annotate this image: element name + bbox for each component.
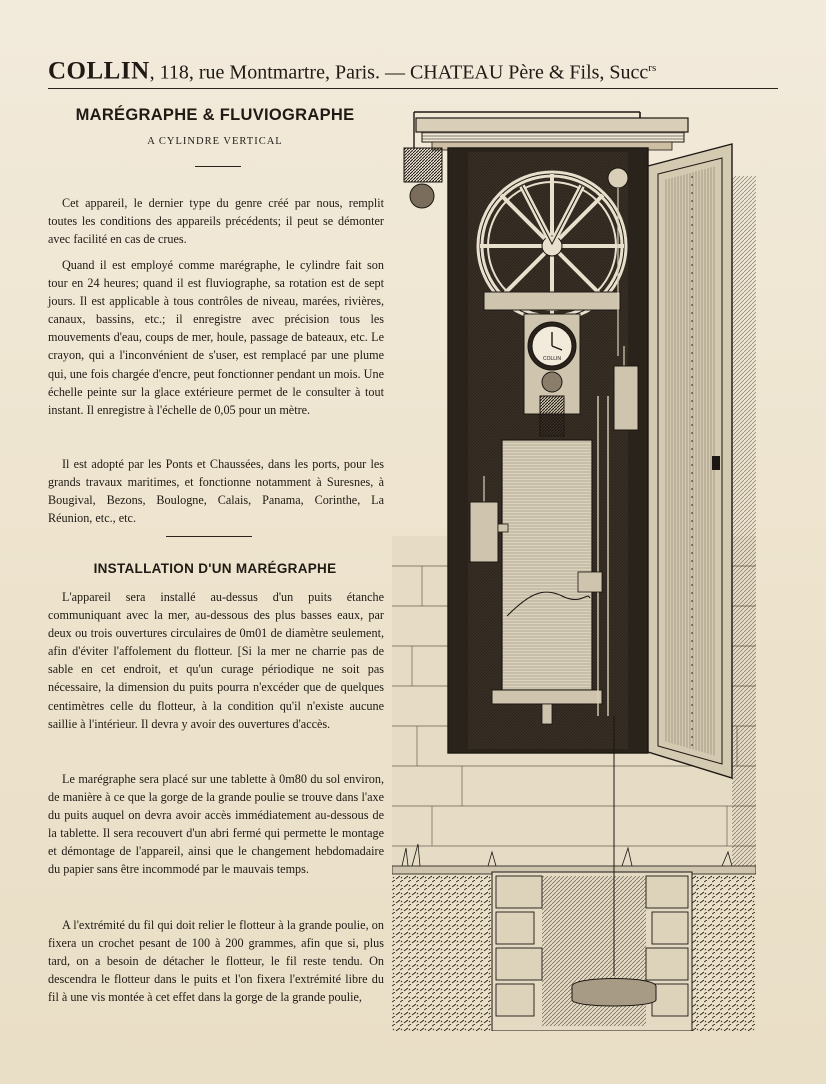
paragraph-6: A l'extrémité du fil qui doit relier le flotteur à la grande poulie, on fixera un crochet pesant de 100 à 200 grammes, afin que si, plus tard, on a besoin de détacher le flotteur, le fil reste tendu. On descendra le flotteur dans le puits et l'on fixera l'extrémité libre du fil à une vis montée à cet effet dans la gorge de la grande poulie, — [48, 918, 384, 1005]
paragraph-4: L'appareil sera installé au-dessus d'un puits étanche communiquant avec la mer, au-dessous des plus basses eaux, par deux ou trois ouvertures circulaires de 0m01 de diamètre seulement, afin d'éviter l'affolement du flotteur. [Si la mer ne charrie pas de sable en cet endroit, et qu'un curage périodique ne soit pas nécessaire, la dimension du puits pourra n'excéder que de quelques centimètres celle du flotteur, à la condition qu'il n'existe aucune saillie à l'intérieur. Il devra y avoir des ouvertures d'accès. — [48, 590, 384, 731]
paragraph-5: Le marégraphe sera placé sur une tablette à 0m80 du sol environ, de manière à ce que la gorge de la grande poulie se trouve dans l'axe du puits auquel on devra avoir accès immédiatement au-dessous de la tablette. Il sera recouvert d'un abri fermé qui permette le montage et démontage de l'appareil, ainsi que le changement hebdomadaire du papier sans être incommodé par le mauvais temps. — [48, 772, 384, 877]
brand-name: COLLIN — [48, 57, 150, 85]
paragraph-3: Il est adopté par les Ponts et Chaussées, dans les ports, pour les grands travaux maritimes, et fonctionne notamment à Suresnes, à Bougival, Bezons, Boulogne, Calais, Panama, Corinthe, La Réunion, etc., etc. — [48, 457, 384, 526]
cabinet-top — [414, 112, 688, 150]
paragraph-1: Cet appareil, le dernier type du genre créé par nous, remplit toutes les conditions des appareils précédents; il peut se démonter avec facilité en cas de crues. — [48, 196, 384, 247]
successor-superscript: rs — [648, 62, 657, 74]
pulley-wheel — [480, 174, 624, 318]
section-title-installation: INSTALLATION D'UN MARÉGRAPHE — [93, 561, 337, 576]
header-rule — [48, 88, 778, 89]
paragraph-2: Quand il est employé comme marégraphe, le cylindre fait son tour en 24 heures; quand il est fluviographe, sa rotation est de sept jours. Il est applicable à tous contrôles de niveau, marées, rivières, canaux, bassins, etc.; il enregistre avec précision tous les mouvements d'eau, coups de mer, houle, passage de bateaux, etc. Le crayon, qui a l'inconvénient de s'user, est remplacé par une plume qui, une fois chargée d'encre, peut fonctionner pendant un mois. Une échelle peinte sur la glace extérieure permet de le consulter à tout instant. Il enregistre à l'échelle de 0,05 pour un mètre. — [48, 258, 384, 417]
cabinet-door — [648, 144, 732, 778]
section-divider — [166, 536, 252, 537]
brand-address: , 118, rue Montmartre, Paris. — — [149, 61, 410, 84]
clock-label: COLLIN — [542, 356, 562, 362]
section-subtitle: A CYLINDRE VERTICAL — [147, 136, 283, 147]
maregraphe-engraving — [392, 96, 756, 1031]
subtitle-rule — [195, 166, 241, 167]
brand-successor: CHATEAU Père & Fils, Succ — [409, 61, 649, 84]
letterhead — [48, 48, 774, 88]
section-title-maregraphe: MARÉGRAPHE & FLUVIOGRAPHE — [75, 106, 355, 124]
